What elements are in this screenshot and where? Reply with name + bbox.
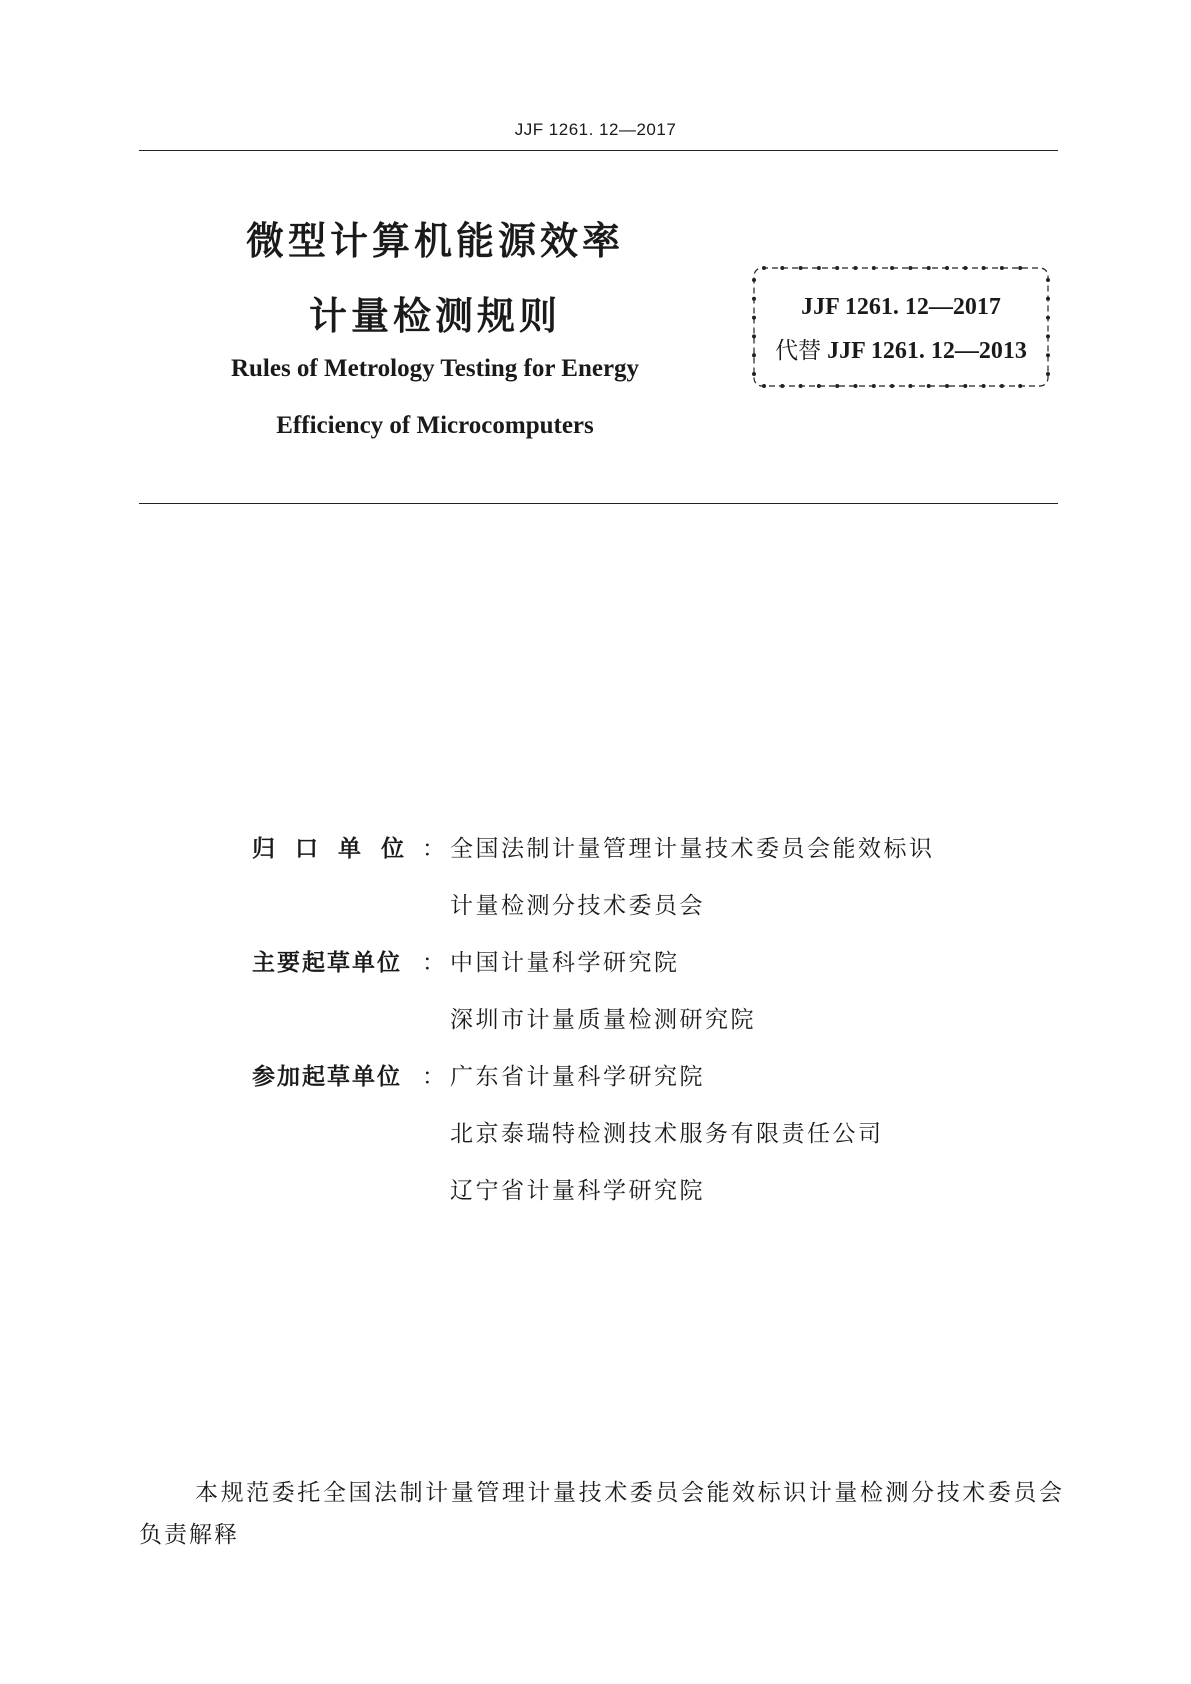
border-dot — [1018, 384, 1022, 388]
border-dot — [982, 266, 986, 270]
title-chinese-line-2: 计量检测规则 — [308, 294, 561, 338]
border-dot — [780, 384, 784, 388]
border-dot — [1018, 266, 1022, 270]
label-colon: ： — [422, 950, 445, 976]
centralized-unit-line-1: 全国法制计量管理计量技术委员会能效标识 — [450, 836, 935, 862]
participating-drafter-2: 北京泰瑞特检测技术服务有限责任公司 — [450, 1121, 884, 1147]
main-drafter-1: 中国计量科学研究院 — [450, 950, 680, 976]
participating-drafter-label: 参加起草单位 — [252, 1064, 402, 1090]
border-dot — [817, 384, 821, 388]
border-dot — [854, 266, 858, 270]
border-dot — [835, 384, 839, 388]
title-chinese-line-1: 微型计算机能源效率 — [245, 219, 624, 263]
title-divider — [139, 503, 1058, 504]
centralized-unit-label: 归口单位 — [252, 836, 424, 862]
border-dot — [1000, 266, 1004, 270]
border-dot — [752, 278, 756, 282]
standard-code-box — [750, 264, 1052, 390]
border-dot — [1046, 372, 1050, 376]
replaces-line — [750, 332, 1052, 365]
border-dot — [908, 384, 912, 388]
border-dot — [872, 384, 876, 388]
border-dot — [945, 384, 949, 388]
border-dot — [945, 266, 949, 270]
title-english-line-1: Rules of Metrology Testing for Energy — [230, 355, 640, 382]
label-colon: ： — [422, 1064, 445, 1090]
border-dot — [752, 372, 756, 376]
border-dot — [927, 266, 931, 270]
border-dot — [799, 266, 803, 270]
border-dot — [963, 384, 967, 388]
main-drafter-label: 主要起草单位 — [252, 950, 402, 976]
header-divider — [139, 150, 1058, 151]
title-english-line-2: Efficiency of Microcomputers — [276, 412, 594, 439]
border-dot — [1046, 278, 1050, 282]
standard-code: JJF 1261. 12—2017 — [801, 294, 1001, 320]
border-dot — [908, 266, 912, 270]
label-colon: ： — [422, 836, 445, 862]
border-dot — [854, 384, 858, 388]
replaces-code: JJF 1261. 12—2013 — [827, 338, 1027, 364]
replaces-prefix: 代替 — [775, 338, 822, 364]
border-dot — [817, 266, 821, 270]
border-dot — [780, 266, 784, 270]
decorative-dotted-border — [750, 264, 1052, 390]
border-dot — [762, 266, 766, 270]
border-dot — [762, 384, 766, 388]
border-dot — [872, 266, 876, 270]
centralized-unit-line-2: 计量检测分技术委员会 — [450, 893, 705, 919]
participating-drafter-3: 辽宁省计量科学研究院 — [450, 1178, 705, 1204]
interpretation-note: 本规范委托全国法制计量管理计量技术委员会能效标识计量检测分技术委员会负责解释 — [139, 1480, 1064, 1548]
border-dot — [1000, 384, 1004, 388]
border-dot — [963, 266, 967, 270]
header-standard-code: JJF 1261. 12—2017 — [514, 120, 677, 139]
border-dot — [890, 266, 894, 270]
border-dot — [799, 384, 803, 388]
border-dot — [835, 266, 839, 270]
border-dot — [982, 384, 986, 388]
border-dot — [890, 384, 894, 388]
participating-drafter-1: 广东省计量科学研究院 — [450, 1064, 705, 1090]
border-dot — [927, 384, 931, 388]
main-drafter-2: 深圳市计量质量检测研究院 — [450, 1007, 756, 1033]
